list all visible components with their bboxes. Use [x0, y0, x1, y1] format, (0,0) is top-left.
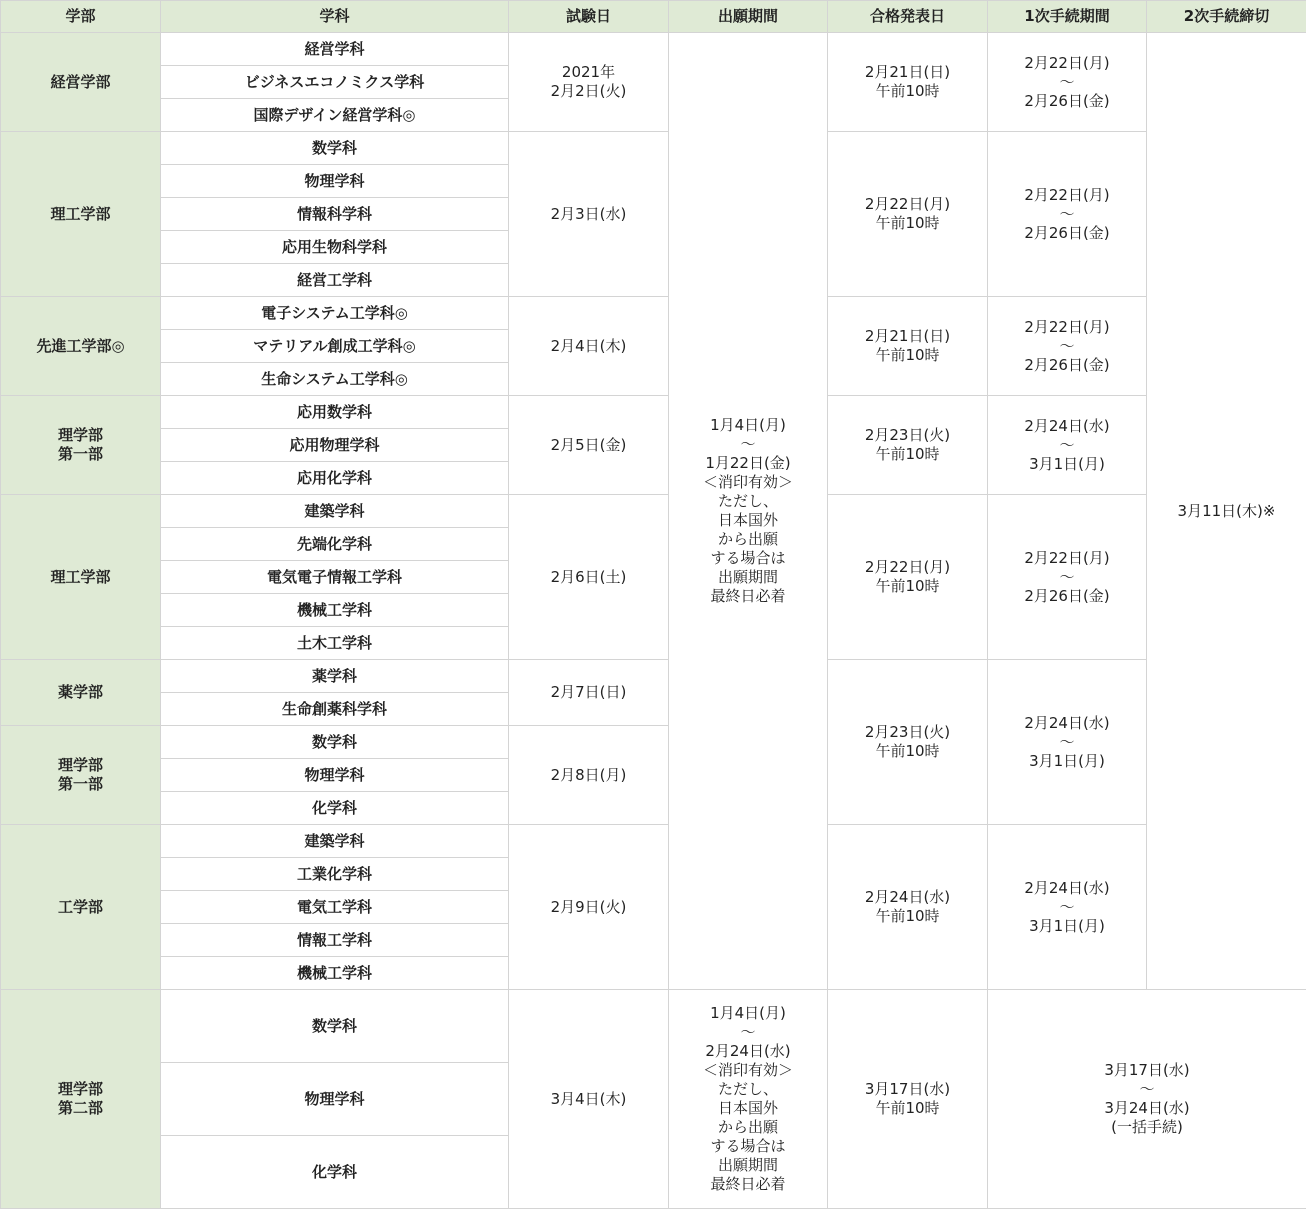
table-row: [1, 396, 1306, 429]
exam-date-cell: 2021年 2月2日(火): [509, 33, 669, 132]
faculty-cell: 理工学部: [1, 132, 161, 297]
department-cell: 電気電子情報工学科: [161, 561, 509, 594]
department-cell: 化学科: [161, 1136, 509, 1209]
announcement-cell: 2月24日(水) 午前10時: [828, 825, 988, 990]
announcement-cell: 2月21日(日) 午前10時: [828, 297, 988, 396]
announcement-cell: 2月22日(月) 午前10時: [828, 495, 988, 660]
first-procedure-cell: 2月24日(水) 〜 3月1日(月): [988, 825, 1147, 990]
table-row: [1, 132, 1306, 165]
department-cell: 物理学科: [161, 1063, 509, 1136]
header-department: 学科: [161, 1, 509, 33]
faculty-cell: 理学部 第二部: [1, 990, 161, 1209]
department-cell: 情報科学科: [161, 198, 509, 231]
department-cell: 経営学科: [161, 33, 509, 66]
exam-date-cell: 2月3日(水): [509, 132, 669, 297]
announcement-cell: 2月23日(火) 午前10時: [828, 396, 988, 495]
department-cell: 物理学科: [161, 759, 509, 792]
faculty-cell: 薬学部: [1, 660, 161, 726]
department-cell: ビジネスエコノミクス学科: [161, 66, 509, 99]
department-cell: 機械工学科: [161, 594, 509, 627]
exam-date-cell: 2月6日(土): [509, 495, 669, 660]
department-cell: 土木工学科: [161, 627, 509, 660]
exam-date-cell: 2月8日(月): [509, 726, 669, 825]
department-cell: 先端化学科: [161, 528, 509, 561]
header-second-deadline: 2次手続締切: [1147, 1, 1306, 33]
table-row: [1, 825, 1306, 858]
department-cell: 経営工学科: [161, 264, 509, 297]
faculty-cell: 理工学部: [1, 495, 161, 660]
faculty-cell: 理学部 第一部: [1, 726, 161, 825]
announcement-cell: 3月17日(水) 午前10時: [828, 990, 988, 1209]
department-cell: 応用物理学科: [161, 429, 509, 462]
department-cell: 国際デザイン経営学科◎: [161, 99, 509, 132]
header-announcement-date: 合格発表日: [828, 1, 988, 33]
first-procedure-cell: 2月22日(月) 〜 2月26日(金): [988, 297, 1147, 396]
faculty-cell: 経営学部: [1, 33, 161, 132]
second-deadline-cell: 3月11日(木)※: [1147, 33, 1306, 990]
department-cell: 電気工学科: [161, 891, 509, 924]
table-row: [1, 495, 1306, 528]
first-procedure-cell: 2月22日(月) 〜 2月26日(金): [988, 33, 1147, 132]
department-cell: 応用生物科学科: [161, 231, 509, 264]
first-procedure-cell: 2月22日(月) 〜 2月26日(金): [988, 495, 1147, 660]
application-period-cell: 1月4日(月) 〜 2月24日(水) ＜消印有効＞ ただし、 日本国外 から出願 する場合は 出願期間 最終日必着: [669, 990, 828, 1209]
table-row: [1, 297, 1306, 330]
first-procedure-cell: 2月24日(水) 〜 3月1日(月): [988, 396, 1147, 495]
faculty-cell: 先進工学部◎: [1, 297, 161, 396]
department-cell: 工業化学科: [161, 858, 509, 891]
department-cell: 電子システム工学科◎: [161, 297, 509, 330]
department-cell: 化学科: [161, 792, 509, 825]
announcement-cell: 2月23日(火) 午前10時: [828, 660, 988, 825]
department-cell: マテリアル創成工学科◎: [161, 330, 509, 363]
first-procedure-cell: 2月24日(水) 〜 3月1日(月): [988, 660, 1147, 825]
header-exam-date: 試験日: [509, 1, 669, 33]
first-procedure-cell: 2月22日(月) 〜 2月26日(金): [988, 132, 1147, 297]
announcement-cell: 2月21日(日) 午前10時: [828, 33, 988, 132]
exam-date-cell: 3月4日(木): [509, 990, 669, 1209]
announcement-cell: 2月22日(月) 午前10時: [828, 132, 988, 297]
department-cell: 物理学科: [161, 165, 509, 198]
table-row: [1, 660, 1306, 693]
exam-date-cell: 2月9日(火): [509, 825, 669, 990]
department-cell: 建築学科: [161, 825, 509, 858]
exam-date-cell: 2月7日(日): [509, 660, 669, 726]
department-cell: 情報工学科: [161, 924, 509, 957]
department-cell: 応用数学科: [161, 396, 509, 429]
faculty-cell: 工学部: [1, 825, 161, 990]
exam-date-cell: 2月4日(木): [509, 297, 669, 396]
header-application-period: 出願期間: [669, 1, 828, 33]
faculty-cell: 理学部 第一部: [1, 396, 161, 495]
department-cell: 生命創薬科学科: [161, 693, 509, 726]
application-period-cell: 1月4日(月) 〜 1月22日(金) ＜消印有効＞ ただし、 日本国外 から出願 する場合は 出願期間 最終日必着: [669, 33, 828, 990]
department-cell: 数学科: [161, 132, 509, 165]
header-faculty: 学部: [1, 1, 161, 33]
header-first-procedure: 1次手続期間: [988, 1, 1147, 33]
department-cell: 建築学科: [161, 495, 509, 528]
table-row: [1, 33, 1306, 66]
department-cell: 数学科: [161, 990, 509, 1063]
department-cell: 機械工学科: [161, 957, 509, 990]
department-cell: 薬学科: [161, 660, 509, 693]
combined-procedure-cell: 3月17日(水) 〜 3月24日(水) (一括手続): [988, 990, 1306, 1209]
table-row: [1, 990, 1306, 1063]
department-cell: 数学科: [161, 726, 509, 759]
department-cell: 生命システム工学科◎: [161, 363, 509, 396]
department-cell: 応用化学科: [161, 462, 509, 495]
header-row: [1, 1, 1306, 33]
exam-date-cell: 2月5日(金): [509, 396, 669, 495]
